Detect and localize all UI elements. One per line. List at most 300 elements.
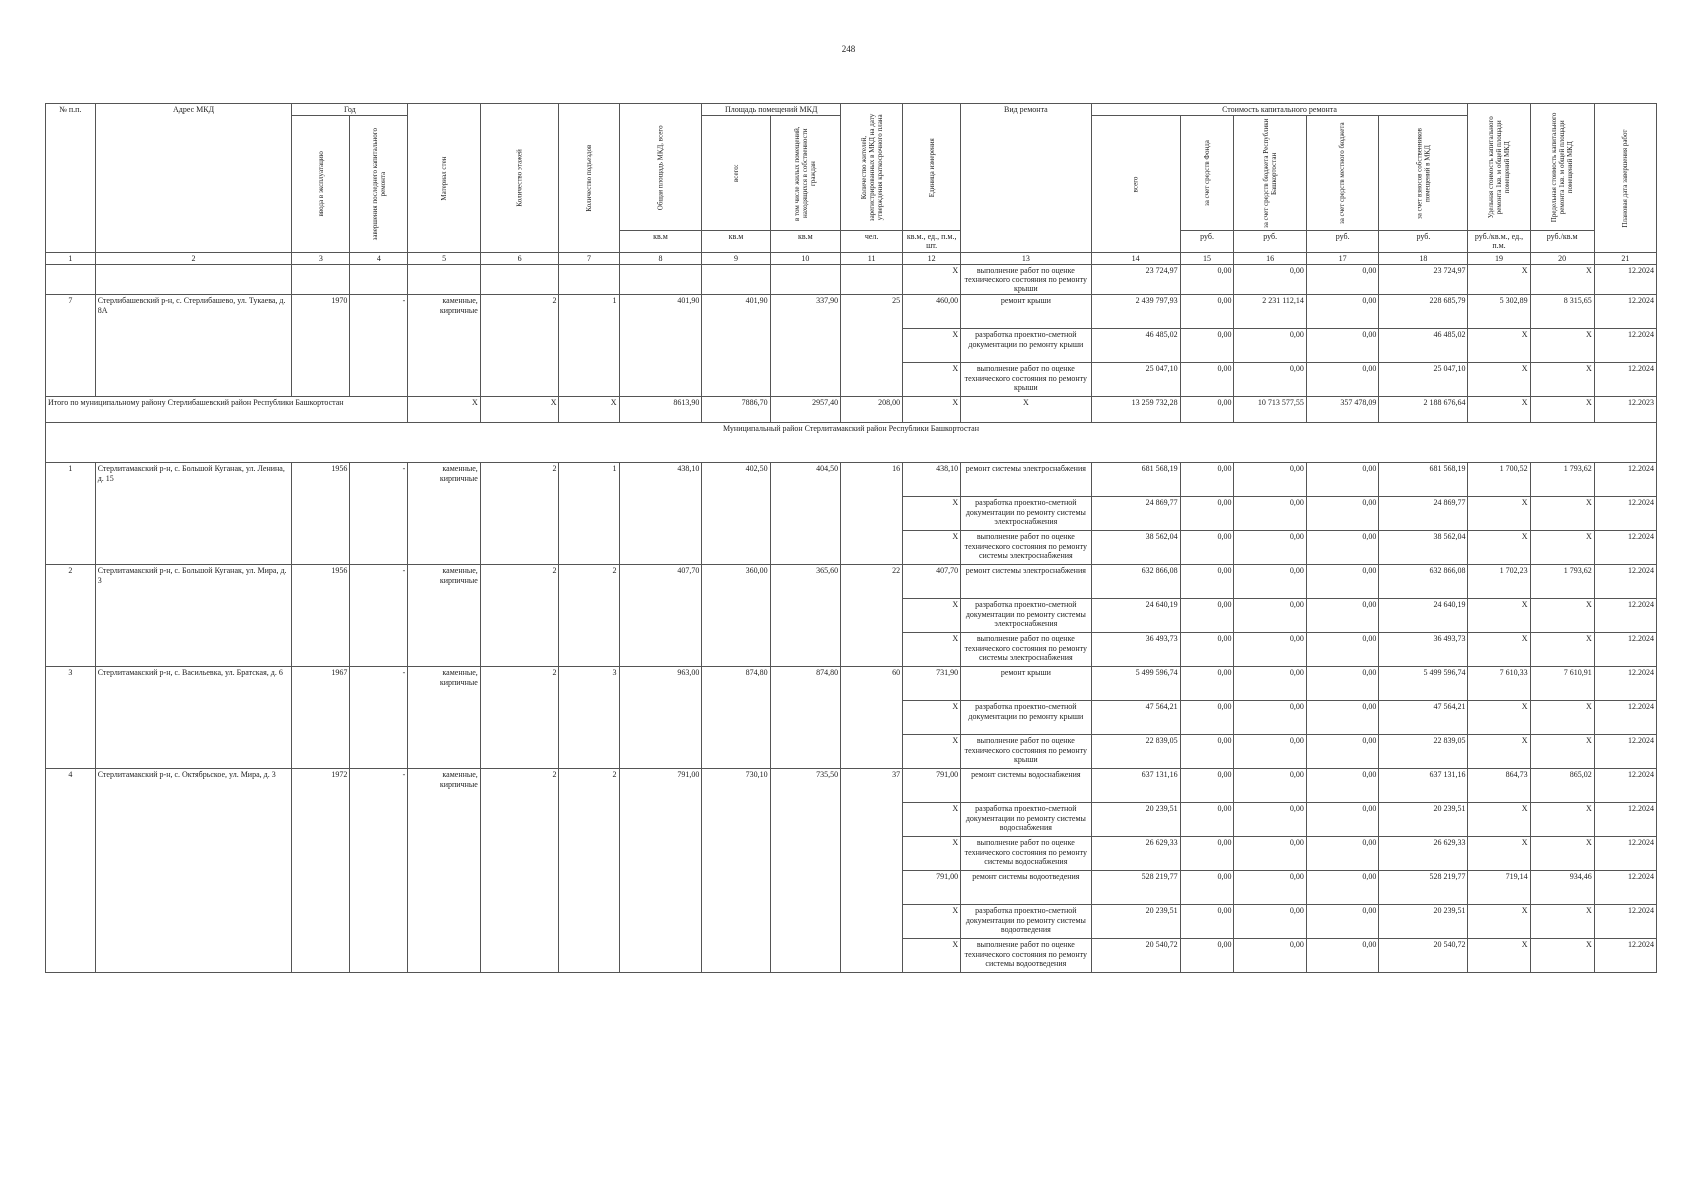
cell-fund: 0,00	[1180, 905, 1234, 939]
cell-owners: 47 564,21	[1379, 701, 1468, 735]
cell-date: 12.2024	[1594, 837, 1656, 871]
cell-work: выполнение работ по оценке технического состояния по ремонту системы водоснабжения	[961, 837, 1091, 871]
cell-unit-cost: X	[1468, 803, 1530, 837]
cell-unit: X	[903, 329, 961, 363]
cell-total: 38 562,04	[1091, 531, 1180, 565]
cell-local: 0,00	[1306, 295, 1378, 329]
hdr-entrances: Количество подъездов	[559, 104, 619, 253]
cell-unit: X	[903, 633, 961, 667]
unit-fund: руб.	[1180, 231, 1234, 252]
col-num: 14	[1091, 252, 1180, 264]
cell-unit-cost: 1 702,23	[1468, 565, 1530, 599]
capital-repair-table	[45, 103, 1657, 973]
hdr-cost-total: всего	[1091, 116, 1180, 252]
cell-max-cost: X	[1530, 497, 1594, 531]
cell-max-cost: 865,02	[1530, 769, 1594, 803]
cell-unit: X	[903, 735, 961, 769]
cell-regional: 0,00	[1234, 497, 1306, 531]
cell-owners: 38 562,04	[1379, 531, 1468, 565]
cell-unit: X	[903, 905, 961, 939]
cell-area: 401,90	[619, 295, 702, 397]
unit-regional: руб.	[1234, 231, 1306, 252]
cell-unit: X	[903, 939, 961, 973]
cell-area-all: 874,80	[702, 667, 770, 769]
hdr-year-repair: завершения последнего капитального ремонта	[350, 116, 408, 252]
cell-entrances: 1	[559, 295, 619, 397]
cell-local: 0,00	[1306, 769, 1378, 803]
cell-area-private: 735,50	[770, 769, 840, 973]
cell-regional: 0,00	[1234, 531, 1306, 565]
cell-total: 20 540,72	[1091, 939, 1180, 973]
unit-area-all: кв.м	[702, 231, 770, 252]
cell-area: 963,00	[619, 667, 702, 769]
cell-num: 1	[46, 463, 96, 565]
table-row	[46, 463, 1657, 497]
cell-area-all: 730,10	[702, 769, 770, 973]
cell-work: ремонт системы водоотведения	[961, 871, 1091, 905]
cell-date: 12.2024	[1594, 329, 1656, 363]
col-num: 21	[1594, 252, 1656, 264]
col-num: 11	[841, 252, 903, 264]
cell-fund: 0,00	[1180, 735, 1234, 769]
col-num: 1	[46, 252, 96, 264]
hdr-unit: Единица измерения	[903, 104, 961, 231]
cell-date: 12.2024	[1594, 531, 1656, 565]
hdr-year-built: ввода в эксплуатацию	[292, 116, 350, 252]
header-row-1	[46, 104, 1657, 116]
cell-unit: X	[903, 701, 961, 735]
cell-local: 0,00	[1306, 329, 1378, 363]
cell-unit-cost: X	[1468, 939, 1530, 973]
cell-total: 25 047,10	[1091, 363, 1180, 397]
cell-unit-cost: 7 610,33	[1468, 667, 1530, 701]
hdr-address: Адрес МКД	[95, 104, 292, 253]
cell-max-cost: X	[1530, 329, 1594, 363]
col-num: 13	[961, 252, 1091, 264]
cell-owners: 22 839,05	[1379, 735, 1468, 769]
cell-date: 12.2024	[1594, 905, 1656, 939]
col-num: 16	[1234, 252, 1306, 264]
unit-area: кв.м	[619, 231, 702, 252]
cell-total: 681 568,19	[1091, 463, 1180, 497]
cell-residents: 22	[841, 565, 903, 667]
table-body	[46, 264, 1657, 973]
unit-measure: кв.м., ед., п.м., шт.	[903, 231, 961, 252]
cell-residents: 37	[841, 769, 903, 973]
unit-local: руб.	[1306, 231, 1378, 252]
cell-fund: 0,00	[1180, 871, 1234, 905]
cell-unit: 791,00	[903, 769, 961, 803]
cell-address: Стерлитамакский р-н, с. Васильевка, ул. Братская, д. 6	[95, 667, 292, 769]
cell-owners: 528 219,77	[1379, 871, 1468, 905]
col-num: 7	[559, 252, 619, 264]
cell-built: 1970	[292, 295, 350, 397]
hdr-regional: за счет средств бюджета Республики Башкортостан	[1234, 116, 1306, 231]
cell-unit: X	[903, 837, 961, 871]
cell-owners: 20 239,51	[1379, 905, 1468, 939]
cell-date: 12.2024	[1594, 363, 1656, 397]
cell-unit: 460,00	[903, 295, 961, 329]
cell-area-private: 365,60	[770, 565, 840, 667]
cell-max-cost: X	[1530, 397, 1594, 423]
cell-local: 357 478,09	[1306, 397, 1378, 423]
cell-date: 12.2024	[1594, 565, 1656, 599]
unit-unit-cost: руб./кв.м., ед., п.м.	[1468, 231, 1530, 252]
cell-max-cost: X	[1530, 531, 1594, 565]
cell-regional: 10 713 577,55	[1234, 397, 1306, 423]
total-label: Итого по муниципальному району Стерлибашевский район Республики Башкортостан	[46, 397, 408, 423]
cell-num: 7	[46, 295, 96, 397]
hdr-cost-group: Стоимость капитального ремонта	[1091, 104, 1468, 116]
cell-regional: 0,00	[1234, 769, 1306, 803]
cell-local: 0,00	[1306, 264, 1378, 295]
cell-area: 407,70	[619, 565, 702, 667]
unit-max-cost: руб./кв.м	[1530, 231, 1594, 252]
cell-local: 0,00	[1306, 497, 1378, 531]
cell-address: Стерлитамакский р-н, с. Большой Куганак, ул. Ленина, д. 15	[95, 463, 292, 565]
cell-repaired: -	[350, 667, 408, 769]
cell-residents: 60	[841, 667, 903, 769]
cell-fund: 0,00	[1180, 363, 1234, 397]
cell-fund: 0,00	[1180, 397, 1234, 423]
cell-total: 528 219,77	[1091, 871, 1180, 905]
cell-owners: 228 685,79	[1379, 295, 1468, 329]
col-num: 8	[619, 252, 702, 264]
hdr-work-type: Вид ремонта	[961, 104, 1091, 253]
cell-local: 0,00	[1306, 633, 1378, 667]
cell-material: каменные, кирпичные	[408, 295, 480, 397]
hdr-area-private: в том числе жилых помещений, находящихся в собственности граждан	[770, 116, 840, 231]
cell-max-cost: 1 793,62	[1530, 463, 1594, 497]
cell-fund: 0,00	[1180, 701, 1234, 735]
cell-unit: X	[903, 264, 961, 295]
cell-work: ремонт системы электроснабжения	[961, 565, 1091, 599]
cell-regional: 0,00	[1234, 329, 1306, 363]
cell-local: 0,00	[1306, 905, 1378, 939]
cell-floors: X	[480, 397, 559, 423]
cell-date: 12.2024	[1594, 295, 1656, 329]
cell-residents: 208,00	[841, 397, 903, 423]
hdr-num: № п.п.	[46, 104, 96, 253]
cell-date: 12.2023	[1594, 397, 1656, 423]
cell-area-private: 874,80	[770, 667, 840, 769]
cell-total: 47 564,21	[1091, 701, 1180, 735]
table-row	[46, 565, 1657, 599]
cell-area-private: 404,50	[770, 463, 840, 565]
cell-date: 12.2024	[1594, 667, 1656, 701]
section-row	[46, 423, 1657, 463]
cell-total: 5 499 596,74	[1091, 667, 1180, 701]
hdr-unit-cost: Удельная стоимость капитального ремонта 1кв. м общей площади помещений МКД	[1468, 104, 1530, 231]
cell-fund: 0,00	[1180, 295, 1234, 329]
cell-owners: 24 869,77	[1379, 497, 1468, 531]
cell-local: 0,00	[1306, 871, 1378, 905]
cell-fund: 0,00	[1180, 531, 1234, 565]
cell-owners: 25 047,10	[1379, 363, 1468, 397]
cell-max-cost: 8 315,65	[1530, 295, 1594, 329]
cell-regional: 0,00	[1234, 363, 1306, 397]
cell-max-cost: X	[1530, 264, 1594, 295]
col-num: 17	[1306, 252, 1378, 264]
cell-area: 791,00	[619, 769, 702, 973]
cell-regional: 0,00	[1234, 463, 1306, 497]
cell-unit: X	[903, 363, 961, 397]
cell-area-private: 2957,40	[770, 397, 840, 423]
cell-date: 12.2024	[1594, 769, 1656, 803]
col-num: 20	[1530, 252, 1594, 264]
cell-area-all: 360,00	[702, 565, 770, 667]
cell-fund: 0,00	[1180, 837, 1234, 871]
cell-date: 12.2024	[1594, 599, 1656, 633]
cell-max-cost: X	[1530, 735, 1594, 769]
hdr-fund: за счет средств Фонда	[1180, 116, 1234, 231]
cell-max-cost: X	[1530, 701, 1594, 735]
cell-owners: 637 131,16	[1379, 769, 1468, 803]
cell-max-cost: X	[1530, 599, 1594, 633]
cell-num: 2	[46, 565, 96, 667]
cell-total: 24 869,77	[1091, 497, 1180, 531]
cell-local: 0,00	[1306, 565, 1378, 599]
hdr-area-group: Площадь помещений МКД	[702, 104, 841, 116]
cell-work: разработка проектно-сметной документации по ремонту крыши	[961, 701, 1091, 735]
column-numbers-row	[46, 252, 1657, 264]
unit-area-private: кв.м	[770, 231, 840, 252]
cell-regional: 0,00	[1234, 565, 1306, 599]
cell-work: выполнение работ по оценке технического состояния по ремонту крыши	[961, 264, 1091, 295]
cell-material: каменные, кирпичные	[408, 667, 480, 769]
hdr-floors: Количество этажей	[480, 104, 559, 253]
col-num: 15	[1180, 252, 1234, 264]
cell-local: 0,00	[1306, 363, 1378, 397]
cell-unit-cost: X	[1468, 497, 1530, 531]
cell-floors: 2	[480, 295, 559, 397]
cell-work: выполнение работ по оценке технического состояния по ремонту системы водоотведения	[961, 939, 1091, 973]
cell-total: 46 485,02	[1091, 329, 1180, 363]
cell-repaired: -	[350, 769, 408, 973]
cell-total: 637 131,16	[1091, 769, 1180, 803]
cell-max-cost: X	[1530, 363, 1594, 397]
cell-date: 12.2024	[1594, 701, 1656, 735]
cell-regional: 0,00	[1234, 939, 1306, 973]
cell-regional: 0,00	[1234, 264, 1306, 295]
hdr-max-cost: Предельная стоимость капитального ремонта 1кв. м общей площади помещений МКД	[1530, 104, 1594, 231]
hdr-area-all: всего:	[702, 116, 770, 231]
col-num: 19	[1468, 252, 1530, 264]
cell-work: разработка проектно-сметной документации по ремонту системы электроснабжения	[961, 497, 1091, 531]
cell-work: ремонт крыши	[961, 667, 1091, 701]
cell-total: 632 866,08	[1091, 565, 1180, 599]
cell-local: 0,00	[1306, 667, 1378, 701]
cell-unit-cost: X	[1468, 264, 1530, 295]
cell-regional: 0,00	[1234, 871, 1306, 905]
cell-local: 0,00	[1306, 735, 1378, 769]
cell-local: 0,00	[1306, 837, 1378, 871]
cell-area-private: 337,90	[770, 295, 840, 397]
cell-built: 1956	[292, 565, 350, 667]
cell-date: 12.2024	[1594, 803, 1656, 837]
cell-unit: X	[903, 397, 961, 423]
cell-floors: 2	[480, 565, 559, 667]
cell-num: 4	[46, 769, 96, 973]
cell-repaired: -	[350, 463, 408, 565]
cell-material: каменные, кирпичные	[408, 769, 480, 973]
cell-owners: 2 188 676,64	[1379, 397, 1468, 423]
cell-unit-cost: X	[1468, 633, 1530, 667]
cell-unit: X	[903, 803, 961, 837]
cell-unit-cost: 5 302,89	[1468, 295, 1530, 329]
cell-local: 0,00	[1306, 701, 1378, 735]
cell-regional: 0,00	[1234, 735, 1306, 769]
cell-area-all: 402,50	[702, 463, 770, 565]
cell-max-cost: X	[1530, 633, 1594, 667]
cell-owners: 36 493,73	[1379, 633, 1468, 667]
cell-regional: 0,00	[1234, 905, 1306, 939]
cell-work: разработка проектно-сметной документации по ремонту системы водоснабжения	[961, 803, 1091, 837]
cell-residents: 25	[841, 295, 903, 397]
cell-unit-cost: 864,73	[1468, 769, 1530, 803]
cell-owners: 681 568,19	[1379, 463, 1468, 497]
cell-date: 12.2024	[1594, 871, 1656, 905]
col-num: 10	[770, 252, 840, 264]
cell-material: каменные, кирпичные	[408, 565, 480, 667]
cell-owners: 46 485,02	[1379, 329, 1468, 363]
cell-floors: 2	[480, 667, 559, 769]
cell-num: 3	[46, 667, 96, 769]
cell-unit: 407,70	[903, 565, 961, 599]
table-row	[46, 769, 1657, 803]
cell-address: Стерлитамакский р-н, с. Большой Куганак, ул. Мира, д. 3	[95, 565, 292, 667]
col-num: 12	[903, 252, 961, 264]
hdr-residents: Количество жителей, зарегистрированных в МКД на дату утверждения краткосрочного плана	[841, 104, 903, 231]
cell-area: 8613,90	[619, 397, 702, 423]
cell-unit: X	[903, 531, 961, 565]
cell-unit-cost: X	[1468, 905, 1530, 939]
cell-max-cost: 1 793,62	[1530, 565, 1594, 599]
cell-total: 24 640,19	[1091, 599, 1180, 633]
cell-entrances: 2	[559, 769, 619, 973]
hdr-owners: за счет взносов собственников помещений в МКД	[1379, 116, 1468, 231]
page-number: 248	[841, 44, 856, 54]
cell-date: 12.2024	[1594, 497, 1656, 531]
cell-work: выполнение работ по оценке технического состояния по ремонту крыши	[961, 363, 1091, 397]
cell-fund: 0,00	[1180, 463, 1234, 497]
cell-local: 0,00	[1306, 939, 1378, 973]
cell-built: 1967	[292, 667, 350, 769]
hdr-deadline: Плановая дата завершения работ	[1594, 104, 1656, 253]
cell-total: 36 493,73	[1091, 633, 1180, 667]
cell-work: выполнение работ по оценке технического состояния по ремонту крыши	[961, 735, 1091, 769]
cell-unit-cost: X	[1468, 599, 1530, 633]
cell-fund: 0,00	[1180, 565, 1234, 599]
cell-unit-cost: 719,14	[1468, 871, 1530, 905]
cell-regional: 0,00	[1234, 837, 1306, 871]
cell-total: 2 439 797,93	[1091, 295, 1180, 329]
cell-total: 13 259 732,28	[1091, 397, 1180, 423]
cell-entrances: 3	[559, 667, 619, 769]
cell-repaired: -	[350, 295, 408, 397]
cell-regional: 0,00	[1234, 803, 1306, 837]
cell-work: разработка проектно-сметной документации по ремонту крыши	[961, 329, 1091, 363]
cell-regional: 2 231 112,14	[1234, 295, 1306, 329]
cell-owners: 5 499 596,74	[1379, 667, 1468, 701]
cell-unit: X	[903, 497, 961, 531]
cell-owners: 24 640,19	[1379, 599, 1468, 633]
col-num: 9	[702, 252, 770, 264]
cell-address: Стерлитамакский р-н, с. Октябрьское, ул. Мира, д. 3	[95, 769, 292, 973]
cell-regional: 0,00	[1234, 701, 1306, 735]
col-num: 5	[408, 252, 480, 264]
cell-material: X	[408, 397, 480, 423]
cell-fund: 0,00	[1180, 633, 1234, 667]
cell-max-cost: X	[1530, 905, 1594, 939]
cell-fund: 0,00	[1180, 939, 1234, 973]
table-row	[46, 295, 1657, 329]
cell-fund: 0,00	[1180, 329, 1234, 363]
cell-floors: 2	[480, 769, 559, 973]
cell-address: Стерлибашевский р-н, с. Стерлибашево, ул. Тукаева, д. 8А	[95, 295, 292, 397]
cell-fund: 0,00	[1180, 667, 1234, 701]
section-title: Муниципальный район Стерлитамакский район Республики Башкортостан	[46, 423, 1657, 463]
carry-row	[46, 264, 1657, 295]
cell-work: ремонт системы водоснабжения	[961, 769, 1091, 803]
cell-date: 12.2024	[1594, 735, 1656, 769]
cell-total: 23 724,97	[1091, 264, 1180, 295]
col-num: 18	[1379, 252, 1468, 264]
cell-max-cost: X	[1530, 939, 1594, 973]
cell-local: 0,00	[1306, 463, 1378, 497]
cell-fund: 0,00	[1180, 264, 1234, 295]
cell-owners: 20 239,51	[1379, 803, 1468, 837]
hdr-local: за счет средств местного бюджета	[1306, 116, 1378, 231]
cell-date: 12.2024	[1594, 463, 1656, 497]
cell-work: ремонт системы электроснабжения	[961, 463, 1091, 497]
cell-work: разработка проектно-сметной документации по ремонту системы электроснабжения	[961, 599, 1091, 633]
table-row	[46, 667, 1657, 701]
cell-max-cost: 7 610,91	[1530, 667, 1594, 701]
cell-local: 0,00	[1306, 803, 1378, 837]
cell-owners: 26 629,33	[1379, 837, 1468, 871]
total-row	[46, 397, 1657, 423]
cell-owners: 20 540,72	[1379, 939, 1468, 973]
cell-unit-cost: X	[1468, 531, 1530, 565]
cell-entrances: 2	[559, 565, 619, 667]
cell-owners: 632 866,08	[1379, 565, 1468, 599]
cell-material: каменные, кирпичные	[408, 463, 480, 565]
cell-max-cost: X	[1530, 837, 1594, 871]
cell-local: 0,00	[1306, 599, 1378, 633]
cell-unit-cost: X	[1468, 837, 1530, 871]
hdr-year-group: Год	[292, 104, 408, 116]
cell-max-cost: X	[1530, 803, 1594, 837]
cell-regional: 0,00	[1234, 633, 1306, 667]
cell-local: 0,00	[1306, 531, 1378, 565]
col-num: 3	[292, 252, 350, 264]
cell-entrances: X	[559, 397, 619, 423]
cell-unit-cost: X	[1468, 397, 1530, 423]
cell-area-all: 401,90	[702, 295, 770, 397]
cell-floors: 2	[480, 463, 559, 565]
cell-work: ремонт крыши	[961, 295, 1091, 329]
unit-owners: руб.	[1379, 231, 1468, 252]
cell-total: 26 629,33	[1091, 837, 1180, 871]
cell-regional: 0,00	[1234, 599, 1306, 633]
cell-residents: 16	[841, 463, 903, 565]
cell-unit-cost: X	[1468, 363, 1530, 397]
cell-fund: 0,00	[1180, 803, 1234, 837]
hdr-total-area: Общая площадь МКД, всего	[619, 104, 702, 231]
cell-regional: 0,00	[1234, 667, 1306, 701]
cell-repaired: -	[350, 565, 408, 667]
